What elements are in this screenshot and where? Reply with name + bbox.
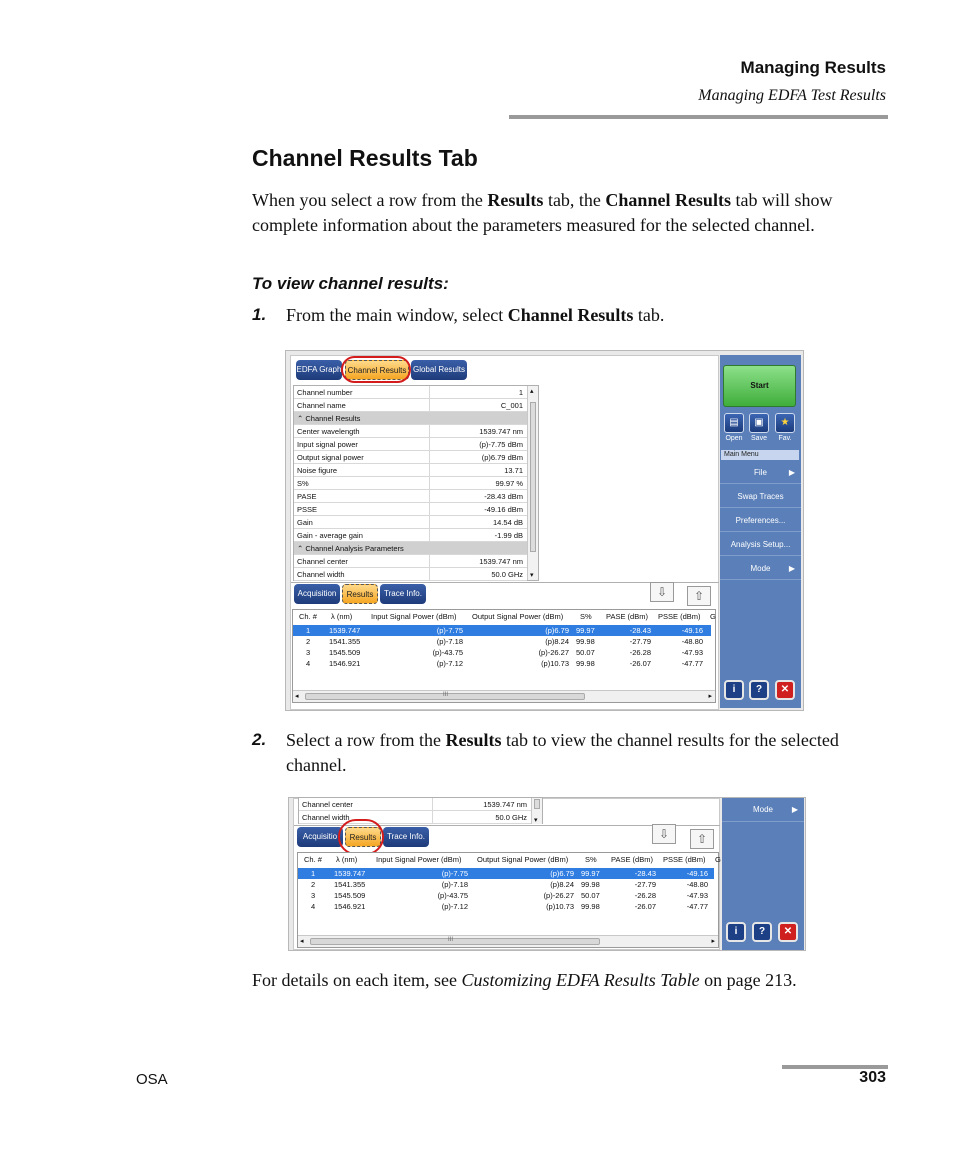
scroll-right-arrow-icon[interactable]: ▸ <box>708 693 712 700</box>
col-header: PSSE (dBm) <box>663 855 706 864</box>
col-header: G <box>710 612 716 621</box>
table-row[interactable]: 2 1541.355 (p)-7.18 (p)8.24 99.98 -27.79 -48.80 <box>311 880 708 889</box>
tab-trace-info[interactable]: Trace Info. <box>380 584 426 604</box>
open-label: Open <box>725 435 743 442</box>
arrow-up-icon[interactable]: ⇧ <box>687 586 711 606</box>
step-1-number: 1. <box>252 305 267 324</box>
grid-row: Channel width 50.0 GHz <box>294 568 527 581</box>
table-row[interactable]: 4 1546.921 (p)-7.12 (p)10.73 99.98 -26.07 -47.77 <box>311 902 708 911</box>
col-header: Ch. # <box>304 855 322 864</box>
menu-item-file[interactable]: File ▶ <box>720 461 801 484</box>
intro-paragraph: When you select a row from the Results tab, the Channel Results tab will show complete information about the parameters measured for the selected channel. <box>252 190 833 235</box>
scroll-up-arrow-icon[interactable]: ▴ <box>530 388 534 395</box>
highlight-circle <box>341 356 411 383</box>
screenshot-main-window <box>285 350 804 711</box>
side-panel <box>722 798 804 950</box>
grid-row: S% 99.97 % <box>294 477 527 490</box>
scroll-down-arrow-icon[interactable]: ▾ <box>534 817 538 824</box>
col-header: PSSE (dBm) <box>658 612 701 621</box>
table-row[interactable]: 3 1545.509 (p)-43.75 (p)-26.27 50.07 -26.28 -47.93 <box>306 648 703 657</box>
table-horizontal-scrollbar[interactable] <box>293 690 715 702</box>
col-header: λ (nm) <box>331 612 353 621</box>
procedure-title: To view channel results: <box>252 274 449 293</box>
grid-row: Channel number 1 <box>294 386 527 399</box>
table-row[interactable]: 2 1541.355 (p)-7.18 (p)8.24 99.98 -27.79 -48.80 <box>306 637 703 646</box>
grid-row: PASE -28.43 dBm <box>294 490 527 503</box>
favorites-star-icon[interactable]: ★ <box>775 413 795 433</box>
step-2-text: Select a row from the Results tab to view the channel results for the selected channel. <box>286 730 839 775</box>
menu-item-analysis-setup[interactable]: Analysis Setup... <box>720 533 801 556</box>
info-icon[interactable]: i <box>726 922 746 942</box>
menu-item-swap-traces[interactable]: Swap Traces <box>720 485 801 508</box>
start-button[interactable]: Start <box>723 365 796 407</box>
grid-row: Channel center 1539.747 nm <box>299 798 531 811</box>
tab-results[interactable]: Results <box>345 827 381 847</box>
chevron-right-icon: ▶ <box>788 468 795 477</box>
fav-label: Fav. <box>778 435 792 442</box>
header-rule <box>509 115 888 119</box>
save-label: Save <box>751 435 767 442</box>
grid-row: PSSE -49.16 dBm <box>294 503 527 516</box>
col-header: PASE (dBm) <box>611 855 653 864</box>
running-header-subtitle: Managing EDFA Test Results <box>698 87 886 104</box>
tab-trace-info[interactable]: Trace Info. <box>383 827 429 847</box>
grid-vertical-scrollbar[interactable] <box>531 798 542 824</box>
table-horizontal-scrollbar[interactable] <box>298 935 718 947</box>
tab-acquisition[interactable]: Acquisitio <box>297 827 343 847</box>
tab-global-results[interactable]: Global Results <box>411 360 467 380</box>
tab-results[interactable]: Results <box>342 584 378 604</box>
scroll-thumb[interactable] <box>530 402 536 552</box>
info-icon[interactable]: i <box>724 680 744 700</box>
menu-item-preferences[interactable]: Preferences... <box>720 509 801 532</box>
table-row[interactable]: 4 1546.921 (p)-7.12 (p)10.73 99.98 -26.07 -47.77 <box>306 659 703 668</box>
col-header: G <box>715 855 721 864</box>
closing-paragraph: For details on each item, see Customizing EDFA Results Table on page 213. <box>252 970 797 990</box>
grid-row: Output signal power (p)6.79 dBm <box>294 451 527 464</box>
grid-row: Input signal power (p)-7.75 dBm <box>294 438 527 451</box>
col-header: Output Signal Power (dBm) <box>472 612 564 621</box>
scroll-right-arrow-icon[interactable]: ▸ <box>711 938 715 945</box>
menu-item-mode[interactable]: Mode ▶ <box>720 557 801 580</box>
grid-row: Gain 14.54 dB <box>294 516 527 529</box>
tab-acquisition[interactable]: Acquisition <box>294 584 340 604</box>
screenshot-results-crop <box>288 797 806 951</box>
results-table <box>297 852 719 948</box>
side-panel <box>720 355 801 708</box>
page-number: 303 <box>859 1069 886 1086</box>
highlight-circle <box>338 819 384 855</box>
scroll-thumb[interactable] <box>310 938 600 945</box>
col-header: S% <box>585 855 597 864</box>
col-header: Ch. # <box>299 612 317 621</box>
col-header: PASE (dBm) <box>606 612 648 621</box>
main-menu-header: Main Menu <box>721 450 799 460</box>
grid-row: Noise figure 13.71 <box>294 464 527 477</box>
table-row[interactable]: 3 1545.509 (p)-43.75 (p)-26.27 50.07 -26.28 -47.93 <box>311 891 708 900</box>
help-icon[interactable]: ? <box>752 922 772 942</box>
arrow-down-icon[interactable]: ⇩ <box>650 582 674 602</box>
menu-item-mode[interactable]: Mode ▶ <box>722 798 804 822</box>
section-title: Channel Results Tab <box>252 145 478 171</box>
channel-results-grid <box>293 385 539 581</box>
col-header: Input Signal Power (dBm) <box>371 612 457 621</box>
table-row[interactable]: 1 1539.747 (p)-7.75 (p)6.79 99.97 -28.43 -49.16 <box>298 868 714 879</box>
col-header: Output Signal Power (dBm) <box>477 855 569 864</box>
step-1-text: From the main window, select Channel Results tab. <box>286 305 665 325</box>
exit-icon[interactable]: ✕ <box>778 922 798 942</box>
chevron-right-icon: ▶ <box>791 805 798 814</box>
save-icon[interactable]: ▣ <box>749 413 769 433</box>
scroll-grip: III <box>443 692 449 698</box>
grid-row: Channel name C_001 <box>294 399 527 412</box>
grid-row: Gain - average gain -1.99 dB <box>294 529 527 542</box>
chevron-right-icon: ▶ <box>788 564 795 573</box>
cross-reference-link[interactable]: Customizing EDFA Results Table <box>461 970 700 990</box>
grid-row: Channel center 1539.747 nm <box>294 555 527 568</box>
scroll-grip: III <box>448 937 454 943</box>
col-header: λ (nm) <box>336 855 358 864</box>
arrow-down-icon[interactable]: ⇩ <box>652 824 676 844</box>
scroll-down-arrow-icon[interactable]: ▾ <box>530 572 534 579</box>
running-header-title: Managing Results <box>740 58 886 77</box>
results-table <box>292 609 716 703</box>
tab-channel-results[interactable]: Channel Results <box>345 360 409 380</box>
open-icon[interactable]: ▤ <box>724 413 744 433</box>
grid-row: Center wavelength 1539.747 nm <box>294 425 527 438</box>
exit-icon[interactable]: ✕ <box>775 680 795 700</box>
grid-row: Channel width 50.0 GHz <box>299 811 531 824</box>
footer-product: OSA <box>136 1071 168 1088</box>
table-row[interactable]: 1 1539.747 (p)-7.75 (p)6.79 99.97 -28.43 -49.16 <box>293 625 711 636</box>
scroll-left-arrow-icon[interactable]: ◂ <box>295 693 299 700</box>
channel-results-grid <box>298 797 543 824</box>
arrow-up-icon[interactable]: ⇧ <box>690 829 714 849</box>
grid-category-analysis-parameters[interactable]: ⌃ Channel Analysis Parameters <box>294 542 527 555</box>
help-icon[interactable]: ? <box>749 680 769 700</box>
scroll-thumb[interactable] <box>534 799 540 809</box>
col-header: Input Signal Power (dBm) <box>376 855 462 864</box>
col-header: S% <box>580 612 592 621</box>
tab-edfa-graph[interactable]: EDFA Graph <box>296 360 342 380</box>
scroll-left-arrow-icon[interactable]: ◂ <box>300 938 304 945</box>
grid-vertical-scrollbar[interactable] <box>527 386 538 580</box>
step-2-number: 2. <box>252 730 267 749</box>
grid-category-channel-results[interactable]: ⌃ Channel Results <box>294 412 527 425</box>
